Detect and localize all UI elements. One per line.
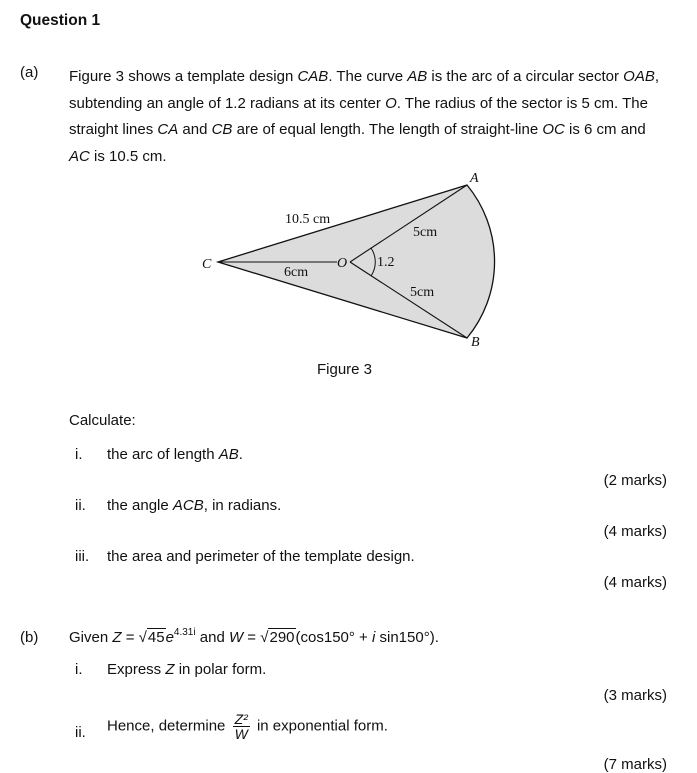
figure-caption: Figure 3 — [317, 361, 373, 378]
item-a-ii-number: ii. — [75, 497, 86, 514]
item-b-i-text: Express Z in polar form. — [107, 661, 267, 678]
label-o: O — [337, 256, 348, 271]
label-c: C — [202, 257, 212, 272]
label-b: B — [471, 335, 480, 350]
fraction-z2-over-w: $\frac{\text{Z²}}{W}$ — [234, 711, 248, 742]
item-b-i-number: i. — [75, 661, 83, 678]
part-a-intro: Figure 3 shows a template design CAB. The curve AB is the arc of a circular sector OAB, subtending an angle of 1.2 radians at its center O. The radius of the sector is 5 cm. The straight lines CA and CB are of equal length. The length of straight-line OC is 6 cm and AC is 10.5 cm. — [69, 68, 660, 165]
item-a-ii-marks: (4 marks) — [603, 523, 667, 540]
item-a-ii-text: the angle ACB, in radians. — [107, 497, 282, 514]
calculate-label: Calculate: — [69, 412, 136, 429]
item-a-iii-marks: (4 marks) — [603, 574, 667, 591]
label-len-ob: 5cm — [410, 285, 435, 300]
label-len-oc: 6cm — [284, 265, 309, 280]
part-b-label: (b) — [20, 629, 39, 646]
item-b-ii-text: Hence, determine $\frac{\text{Z²}}{W}$ in exponential form. — [107, 711, 388, 742]
label-a: A — [470, 171, 479, 186]
label-len-oa: 5cm — [413, 225, 438, 240]
item-a-i-number: i. — [75, 446, 83, 463]
item-b-ii-number: ii. — [75, 724, 86, 741]
label-angle: 1.2 — [377, 255, 395, 270]
part-b-given: Given $Z = √45e^{4.31i}$ and W = √290(cos150° + i sin150°). — [69, 627, 439, 646]
item-a-i-marks: (2 marks) — [603, 472, 667, 489]
figure-3-diagram — [190, 165, 510, 350]
label-len-ca: 10.5 cm — [285, 212, 331, 227]
item-a-iii-number: iii. — [75, 548, 90, 565]
item-b-ii-marks: (7 marks) — [603, 756, 667, 773]
item-a-i-text: the arc of length AB. — [107, 446, 243, 463]
question-title: Question 1 — [20, 12, 101, 29]
item-b-i-marks: (3 marks) — [603, 687, 667, 704]
item-a-iii-text: the area and perimeter of the template design. — [107, 548, 415, 565]
part-a-label: (a) — [20, 64, 39, 81]
